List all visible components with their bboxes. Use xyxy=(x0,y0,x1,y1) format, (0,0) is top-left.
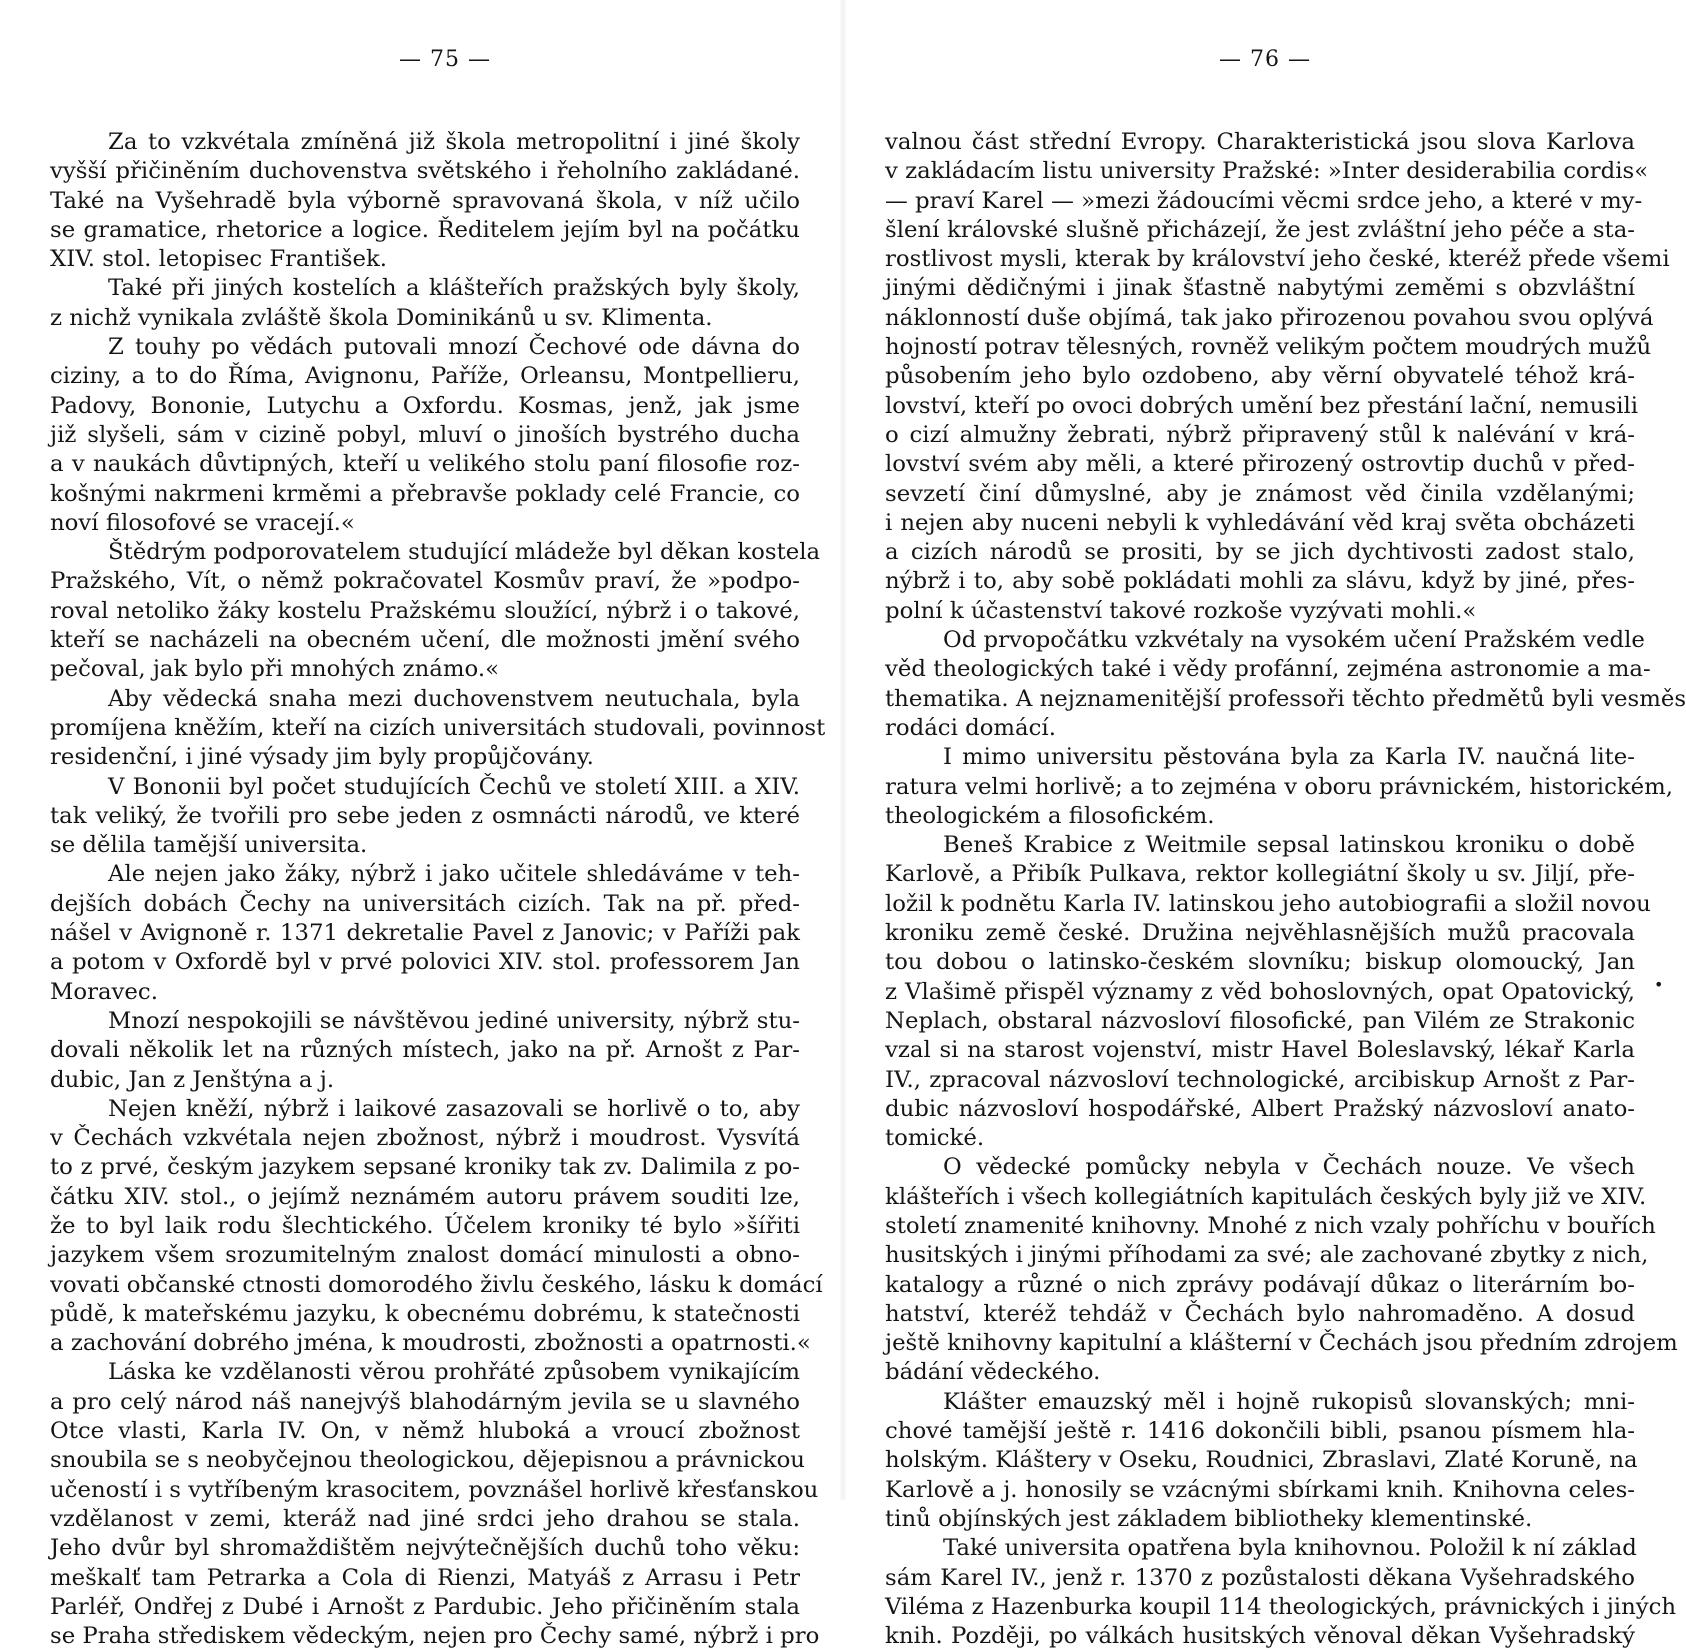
text-line: O vědecké pomůcky nebyla v Čechách nouze. Ve všech xyxy=(943,1154,1635,1181)
text-line: rodáci domácí. xyxy=(885,714,1056,741)
text-line: Pražského, Vít, o němž pokračovatel Kosmův praví, že »podpo- xyxy=(50,568,800,595)
text-line: noví filosofové se vracejí.« xyxy=(50,509,355,536)
text-line: V Bononii byl počet studujících Čechů ve století XIII. a XIV. xyxy=(108,773,800,800)
text-line: působením jeho bylo ozdobeno, aby věrní obyvatelé téhož krá- xyxy=(885,363,1635,390)
text-line: dejších dobách Čechy na universitách cizích. Tak na př. před- xyxy=(50,890,800,917)
text-line: Viléma z Hazenburka koupil 114 theologických, právnických i jiných xyxy=(885,1593,1677,1620)
text-line: valnou část střední Evropy. Charakteristická jsou slova Karlova xyxy=(885,129,1635,155)
book-gutter xyxy=(840,0,846,1500)
text-line: Padovy, Bononie, Lutychu a Oxfordu. Kosmas, jenž, jak jsme xyxy=(50,392,800,419)
text-line: Za to vzkvétala zmíněná již škola metropolitní i jiné školy xyxy=(108,129,800,155)
text-line: Parléř, Ondřej z Dubé i Arnošt z Pardubic. Jeho přičiněním stala xyxy=(50,1593,800,1620)
text-line: vzdělanost v zemi, kteráž nad jiné srdci jeho drahou se stala. xyxy=(50,1505,800,1532)
text-line: Láska ke vzdělanosti věrou prohřáté způsobem vynikajícím xyxy=(108,1359,800,1386)
text-line: Ale nejen jako žáky, nýbrž i jako učitele shledáváme v teh- xyxy=(108,861,800,888)
text-line: XIV. stol. letopisec František. xyxy=(50,246,388,273)
text-line: roval netoliko žáky kostelu Pražskému sloužící, nýbrž i o takové, xyxy=(50,597,800,624)
text-line: a cizích národů se prositi, by se jich dychtivosti zadost stalo, xyxy=(885,539,1635,566)
text-line: Také při jiných kostelích a klášteřích pražských byly školy, xyxy=(108,275,800,302)
text-line: století znamenité knihovny. Mnohé z nich vzaly pohříchu v bouřích xyxy=(885,1212,1656,1239)
text-line: sevzetí činí důmyslné, aby je známost věd činila vzdělanými; xyxy=(885,480,1635,507)
text-line: thematika. A nejznamenitější professoři těchto předmětů byli vesměs xyxy=(885,685,1686,712)
right-page-number: — 76 — xyxy=(1219,47,1311,72)
text-line: Také universita opatřena byla knihovnou. Položil k ní základ xyxy=(943,1535,1637,1562)
text-line: theologickém a filosofickém. xyxy=(885,802,1215,829)
text-line: meškalť tam Petrarka a Cola di Rienzi, Matyáš z Arrasu i Petr xyxy=(50,1564,800,1591)
text-line: chové tamější ještě r. 1416 dokončili bibli, psanou písmem hla- xyxy=(885,1418,1635,1445)
text-line: vovati občanské ctnosti domorodého živlu českého, lásku k domácí xyxy=(50,1271,823,1298)
text-line: již slyšeli, sám v cizině pobyl, mluví o jinoších bystrého ducha xyxy=(50,421,800,448)
text-line: sám Karel IV., jenž r. 1370 z pozůstalosti děkana Vyšehradského xyxy=(885,1564,1635,1591)
text-line: husitských i jinými příhodami za své; ale zachované zbytky z nich, xyxy=(885,1242,1649,1269)
text-line: kteří se nacházeli na obecném učení, dle možnosti jmění svého xyxy=(50,627,800,654)
text-line: se gramatice, rhetorice a logice. Ředitelem jejím byl na počátku xyxy=(50,216,800,243)
text-line: kroniku země české. Družina nejvěhlasnějších mužů pracovala xyxy=(885,920,1635,947)
text-line: učeností i s vytříbeným krasocitem, povznášel horlivě křesťanskou xyxy=(50,1476,819,1503)
text-line: klášteřích i všech kollegiátních kapitulách českých byly již ve XIV. xyxy=(885,1183,1647,1210)
text-line: tomické. xyxy=(885,1125,985,1152)
text-line: Štědrým podporovatelem studující mládeže byl děkan kostela xyxy=(108,539,821,566)
text-line: tak veliký, že tvořili pro sebe jeden z osmnácti národů, ve které xyxy=(50,802,800,829)
text-line: náklonností duše objímá, tak jako přirozenou povahou svou oplývá xyxy=(885,304,1654,331)
text-line: vzal si na starost vojenství, mistr Havel Boleslavský, lékař Karla xyxy=(885,1037,1635,1064)
text-line: z nichž vynikala zvláště škola Dominikánů u sv. Klimenta. xyxy=(50,304,713,331)
text-line: nýbrž i to, aby sobě pokládati mohli za slávu, když by jiné, přes- xyxy=(885,568,1635,595)
text-line: ještě knihovny kapitulní a klášterní v Čechách jsou předním zdrojem xyxy=(885,1330,1678,1357)
right-page xyxy=(885,40,1686,1651)
text-line: tou dobou o latinsko-českém slovníku; biskup olomoucký, Jan xyxy=(885,949,1635,976)
text-line: holským. Kláštery v Oseku, Roudnici, Zbraslavi, Zlaté Koruně, na xyxy=(885,1447,1638,1474)
text-line: snoubila se s neobyčejnou theologickou, dějepisnou a právnickou xyxy=(50,1447,805,1474)
text-line: šlení královské slušně přicházejí, že jest zvláštní jeho péče a sta- xyxy=(885,216,1635,243)
text-line: košnými nakrmeni krměmi a přebravše poklady celé Francie, co xyxy=(50,480,800,507)
text-line: to z prvé, českým jazykem sepsané kroniky tak zv. Dalimila z po- xyxy=(50,1154,800,1181)
left-page-body xyxy=(50,128,826,1651)
text-line: jinými dědičnými i jinak šťastně nabytými zeměmi s obzvláštní xyxy=(885,275,1635,302)
text-line: o cizí almužny žebrati, nýbrž připravený stůl k nalévání v krá- xyxy=(885,421,1635,448)
text-line: residenční, i jiné výsady jim byly propůjčovány. xyxy=(50,744,594,771)
text-line: že to byl laik rodu šlechtického. Účelem kroniky té bylo »šířiti xyxy=(50,1212,800,1239)
text-line: věd theologických také i vědy profánní, zejména astronomie a ma- xyxy=(885,656,1651,683)
text-line: bádání vědeckého. xyxy=(885,1359,1101,1386)
text-line: Beneš Krabice z Weitmile sepsal latinskou kroniku o době xyxy=(943,832,1635,859)
text-line: v Čechách vzkvétala nejen zbožnost, nýbrž i moudrost. Vysvítá xyxy=(50,1125,800,1152)
text-line: a v naukách důvtipných, kteří u velikého stolu paní filosofie roz- xyxy=(50,451,800,478)
text-line: z Vlašimě přispěl významy z věd bohoslovných, opat Opatovický, xyxy=(885,978,1635,1005)
text-line: Moravec. xyxy=(50,978,158,1005)
text-line: Jeho dvůr byl shromaždištěm nejvýtečnějších duchů toho věku: xyxy=(50,1535,800,1562)
text-line: lovství svém aby měli, a které přirozený ostrovtip duchů v před- xyxy=(885,451,1635,478)
text-line: Karlově a j. honosily se vzácnými sbírkami knih. Knihovna celes- xyxy=(885,1476,1635,1503)
text-line: hatství, kteréž tehdáž v Čechách bylo nahromaděno. A dosud xyxy=(885,1300,1635,1327)
text-line: Nejen kněží, nýbrž i laikové zasazovali se horlivě o to, aby xyxy=(108,1095,800,1122)
text-line: čátku XIV. stol., o jejímž neznámém autoru právem souditi lze, xyxy=(50,1183,800,1210)
text-line: vyšší přičiněním duchovenstva světského i řeholního zakládané. xyxy=(50,158,800,185)
text-line: Od prvopočátku vzkvétaly na vysokém učení Pražském vedle xyxy=(943,627,1645,654)
text-line: lovství, kteří po ovoci dobrých umění bez přestání lační, nemusili xyxy=(885,392,1639,419)
text-line: promíjena kněžím, kteří na cizích universitách studovali, povinnost xyxy=(50,714,826,741)
text-line: dovali několik let na různých místech, jako na př. Arnošt z Par- xyxy=(50,1037,800,1064)
text-line: Také na Vyšehradě byla výborně spravovaná škola, v níž učilo xyxy=(50,187,800,214)
text-line: dubic názvosloví hospodářské, Albert Pražský názvosloví anato- xyxy=(885,1095,1635,1122)
text-line: se Praha střediskem vědeckým, nejen pro Čechy samé, nýbrž i pro xyxy=(50,1623,820,1650)
text-line: dubic, Jan z Jenštýna a j. xyxy=(50,1066,335,1093)
right-page-body xyxy=(885,128,1686,1651)
text-line: IV., zpracoval názvosloví technologické, arcibiskup Arnošt z Par- xyxy=(885,1066,1635,1093)
text-line: půdě, k mateřskému jazyku, k obecnému dobrému, k statečnosti xyxy=(50,1300,800,1327)
text-line: rostlivost mysli, kterak by království jeho české, kteréž přede všemi xyxy=(885,246,1670,273)
left-page-number: — 75 — xyxy=(399,47,491,72)
text-line: v zakládacím listu university Pražské: »Inter desiderabilia cordis« xyxy=(885,158,1649,185)
text-line: ratura velmi horlivě; a to zejména v oboru právnickém, historickém, xyxy=(885,773,1674,800)
text-line: i nejen aby nuceni nebyli k vyhledávání věd kraj světa obcházeti xyxy=(885,509,1635,536)
text-line: Karlově, a Přibík Pulkava, rektor kollegiátní školy u sv. Jiljí, pře- xyxy=(885,861,1635,888)
text-line: knih. Později, po válkách husitských věnoval děkan Vyšehradský xyxy=(885,1623,1635,1650)
text-line: se dělila tamější universita. xyxy=(50,832,368,859)
text-line: Neplach, obstaral názvosloví filosofické, pan Vilém ze Strakonic xyxy=(885,1007,1635,1034)
text-line: a potom v Oxfordě byl v prvé polovici XIV. stol. professorem Jan xyxy=(50,949,800,976)
text-line: jazykem všem srozumitelným znalost domácí minulosti a obno- xyxy=(50,1242,800,1269)
text-line: a pro celý národ náš nanejvýš blahodárným jevila se u slavného xyxy=(50,1388,800,1415)
text-line: ciziny, a to do Říma, Avignonu, Paříže, Orleansu, Montpellieru, xyxy=(50,363,800,390)
text-line: I mimo universitu pěstována byla za Karla IV. naučná lite- xyxy=(943,744,1635,771)
text-line: Z touhy po vědách putovali mnozí Čechové ode dávna do xyxy=(108,334,800,361)
text-line: tinů objínských jest základem bibliotheky klementinské. xyxy=(885,1505,1533,1532)
text-line: ložil k podnětu Karla IV. latinskou jeho autobiografii a složil novou xyxy=(885,890,1651,917)
left-page xyxy=(50,40,826,1651)
text-line: nášel v Avignoně r. 1371 dekretalie Pavel z Janovic; v Paříži pak xyxy=(50,920,800,947)
margin-mark: • xyxy=(1654,975,1664,994)
text-line: polní k účastenství takové rozkoše vyzývati mohli.« xyxy=(885,597,1477,624)
text-line: a zachování dobrého jména, k moudrosti, zbožnosti a opatrnosti.« xyxy=(50,1330,811,1357)
text-line: pečoval, jak bylo při mnohých známo.« xyxy=(50,656,500,683)
text-line: Aby vědecká snaha mezi duchovenstvem neutuchala, byla xyxy=(108,685,800,712)
text-line: Otce vlasti, Karla IV. On, v němž hluboká a vroucí zbožnost xyxy=(50,1418,800,1445)
text-line: — praví Karel — »mezi žádoucími věcmi srdce jeho, a které v my- xyxy=(885,187,1643,214)
text-line: Klášter emauzský měl i hojně rukopisů slovanských; mni- xyxy=(943,1388,1635,1415)
text-line: katalogy a různé o nich zprávy podávají důkaz o literárním bo- xyxy=(885,1271,1635,1298)
text-line: Mnozí nespokojili se návštěvou jediné university, nýbrž stu- xyxy=(108,1007,800,1034)
text-line: hojností potrav tělesných, rovněž velikým počtem moudrých mužů xyxy=(885,334,1652,361)
